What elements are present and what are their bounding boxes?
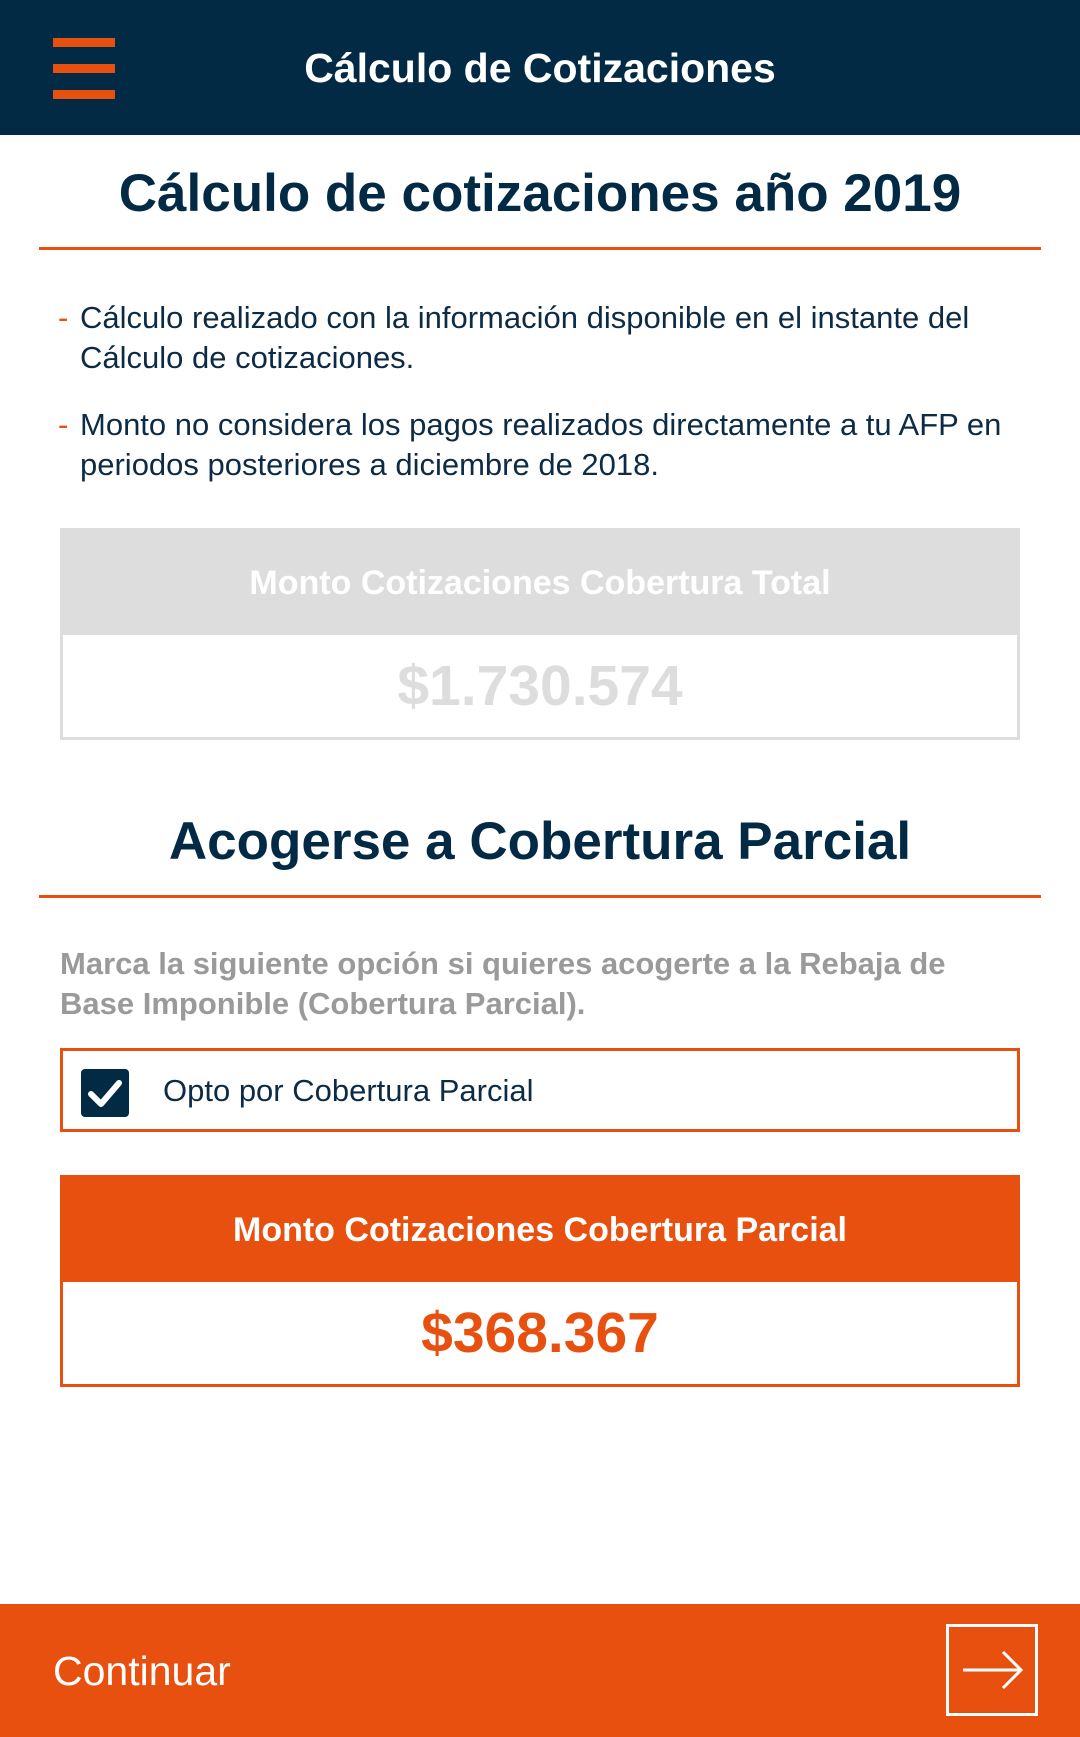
total-coverage-label: Monto Cotizaciones Cobertura Total <box>63 531 1017 635</box>
note-bullet: - <box>58 300 69 335</box>
partial-coverage-amount: $368.367 <box>421 1301 659 1365</box>
app-bar-title: Cálculo de Cotizaciones <box>304 45 776 91</box>
note-text: Cálculo realizado con la información disponible en el instante del Cálculo de cotizaciones. <box>80 300 970 375</box>
note-bullet: - <box>58 407 69 442</box>
section-title-calculo: Cálculo de cotizaciones año 2019 <box>118 164 962 223</box>
total-coverage-amount: $1.730.574 <box>397 654 683 718</box>
section-divider <box>39 247 1041 250</box>
arrow-right-glyph <box>949 1627 1035 1713</box>
total-coverage-card <box>60 528 1020 740</box>
note-text: Monto no considera los pagos realizados directamente a tu AFP en periodos posteriores a diciembre de 2018. <box>80 407 1002 482</box>
app-bar <box>0 0 1080 135</box>
continue-button[interactable] <box>0 1604 1080 1737</box>
section-title-cobertura-parcial: Acogerse a Cobertura Parcial <box>168 812 912 871</box>
instruction-text: Marca la siguiente opción si quieres acogerte a la Rebaja de Base Imponible (Cobertura Parcial). <box>60 946 946 1021</box>
continue-label: Continuar <box>53 1648 231 1694</box>
partial-coverage-label: Monto Cotizaciones Cobertura Parcial <box>63 1178 1017 1282</box>
note-item <box>58 405 1018 485</box>
partial-coverage-card <box>60 1175 1020 1387</box>
partial-coverage-option-label: Opto por Cobertura Parcial <box>163 1073 534 1108</box>
partial-coverage-option[interactable] <box>60 1048 1020 1132</box>
arrow-right-icon[interactable] <box>946 1624 1038 1716</box>
section-divider <box>39 895 1041 898</box>
checkmark-icon <box>81 1069 129 1117</box>
partial-coverage-checkbox[interactable] <box>81 1069 129 1117</box>
note-item <box>58 298 1018 378</box>
